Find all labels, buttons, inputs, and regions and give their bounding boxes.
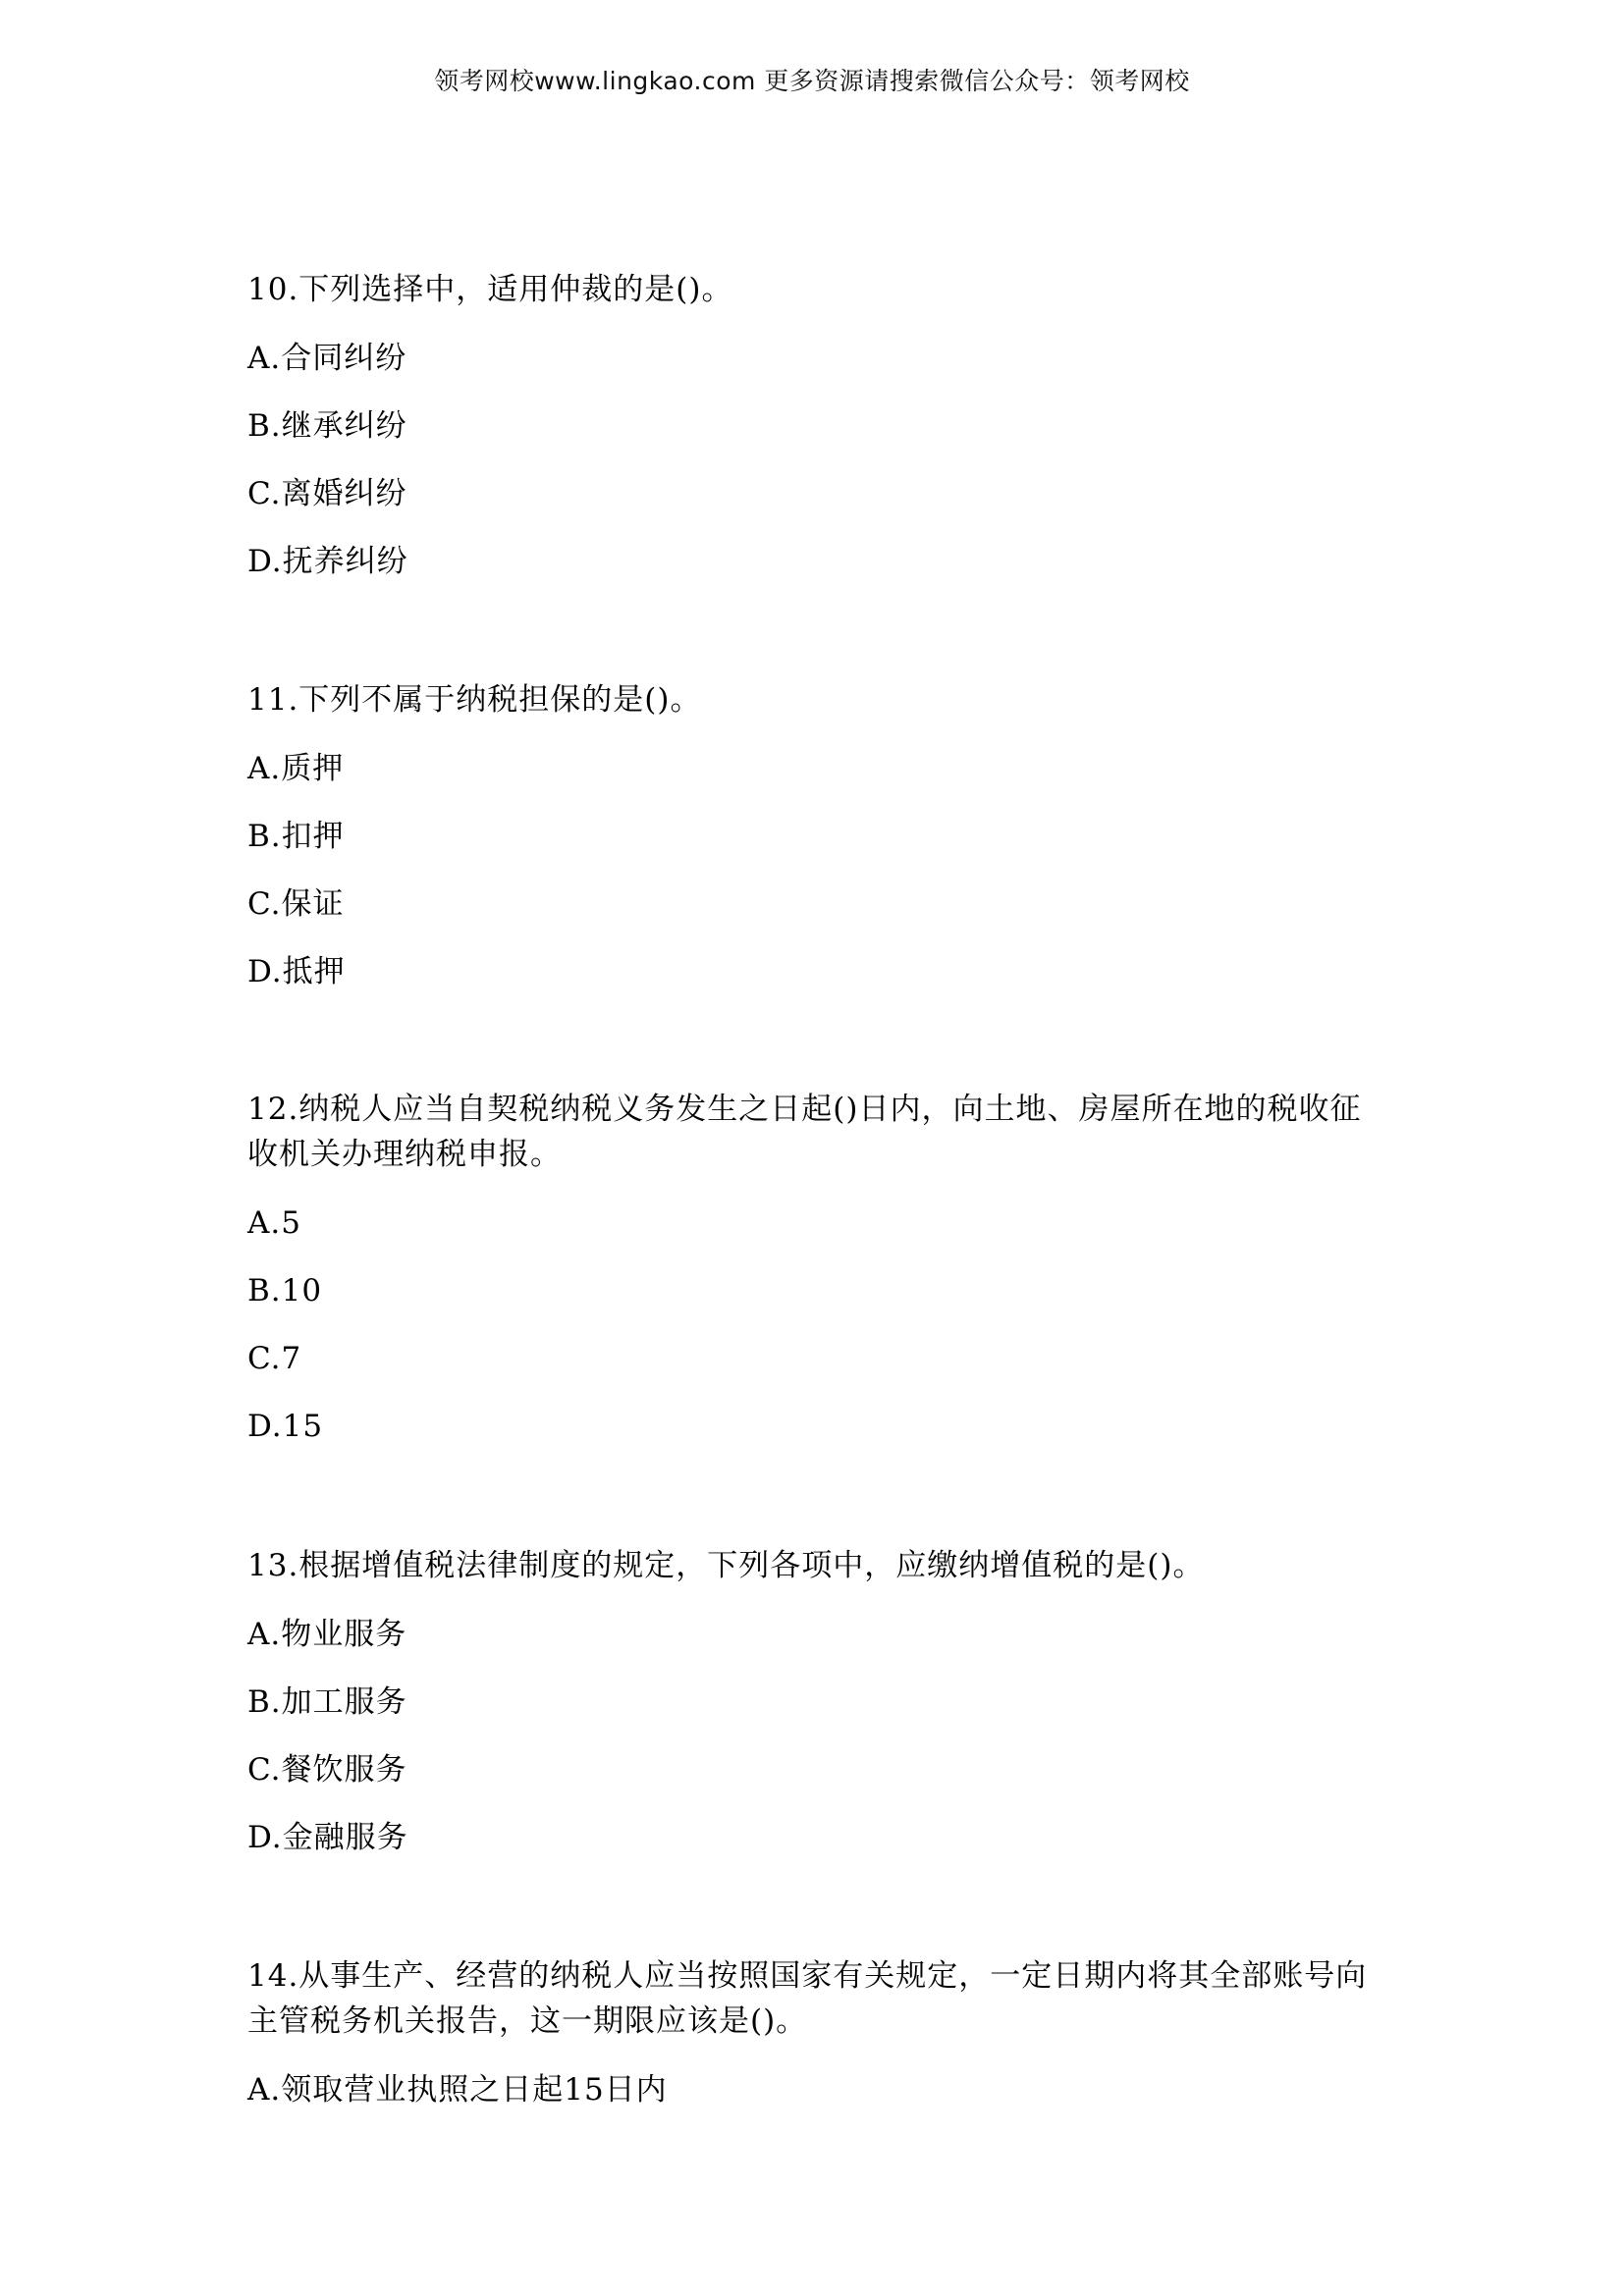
question-stem: 13.根据增值税法律制度的规定，下列各项中，应缴纳增值税的是()。: [247, 1548, 1205, 1583]
question-stem: 11.下列不属于纳税担保的是()。: [247, 682, 702, 718]
question-13: [247, 1543, 1386, 1883]
option-b: B.扣押: [247, 819, 345, 854]
option-a: A.合同纠纷: [247, 341, 407, 376]
option-b: B.继承纠纷: [247, 408, 407, 444]
option-d: D.抵押: [247, 954, 346, 989]
question-14: [247, 1953, 1386, 2135]
option-c: C.7: [247, 1341, 302, 1376]
option-b: B.加工服务: [247, 1684, 407, 1720]
option-list: [247, 1612, 1386, 1860]
option-c: C.餐饮服务: [247, 1752, 407, 1788]
option-d: D.15: [247, 1409, 324, 1444]
option-list: [247, 336, 1386, 584]
question-11: [247, 677, 1386, 1017]
option-a: A.领取营业执照之日起15日内: [247, 2072, 668, 2108]
option-a: A.质押: [247, 751, 345, 786]
option-a: A.5: [247, 1205, 301, 1241]
option-d: D.抚养纠纷: [247, 544, 408, 579]
option-list: [247, 746, 1386, 994]
option-c: C.保证: [247, 886, 345, 922]
question-stem: 10.下列选择中，适用仲裁的是()。: [247, 272, 733, 307]
question-10: [247, 267, 1386, 607]
option-b: B.10: [247, 1273, 323, 1308]
question-stem: 14.从事生产、经营的纳税人应当按照国家有关规定，一定日期内将其全部账号向主管税务机关报告，这一期限应该是()。: [247, 1958, 1368, 2039]
question-12: [247, 1087, 1386, 1471]
option-d: D.金融服务: [247, 1820, 408, 1855]
option-a: A.物业服务: [247, 1617, 407, 1652]
option-list: [247, 1201, 1386, 1449]
option-list: [247, 2067, 1386, 2112]
question-stem: 12.纳税人应当自契税纳税义务发生之日起()日内，向土地、房屋所在地的税收征收机关办理纳税申报。: [247, 1092, 1362, 1172]
page-header: 领考网校www.lingkao.com 更多资源请搜索微信公众号：领考网校: [434, 67, 1190, 95]
option-c: C.离婚纠纷: [247, 476, 407, 511]
